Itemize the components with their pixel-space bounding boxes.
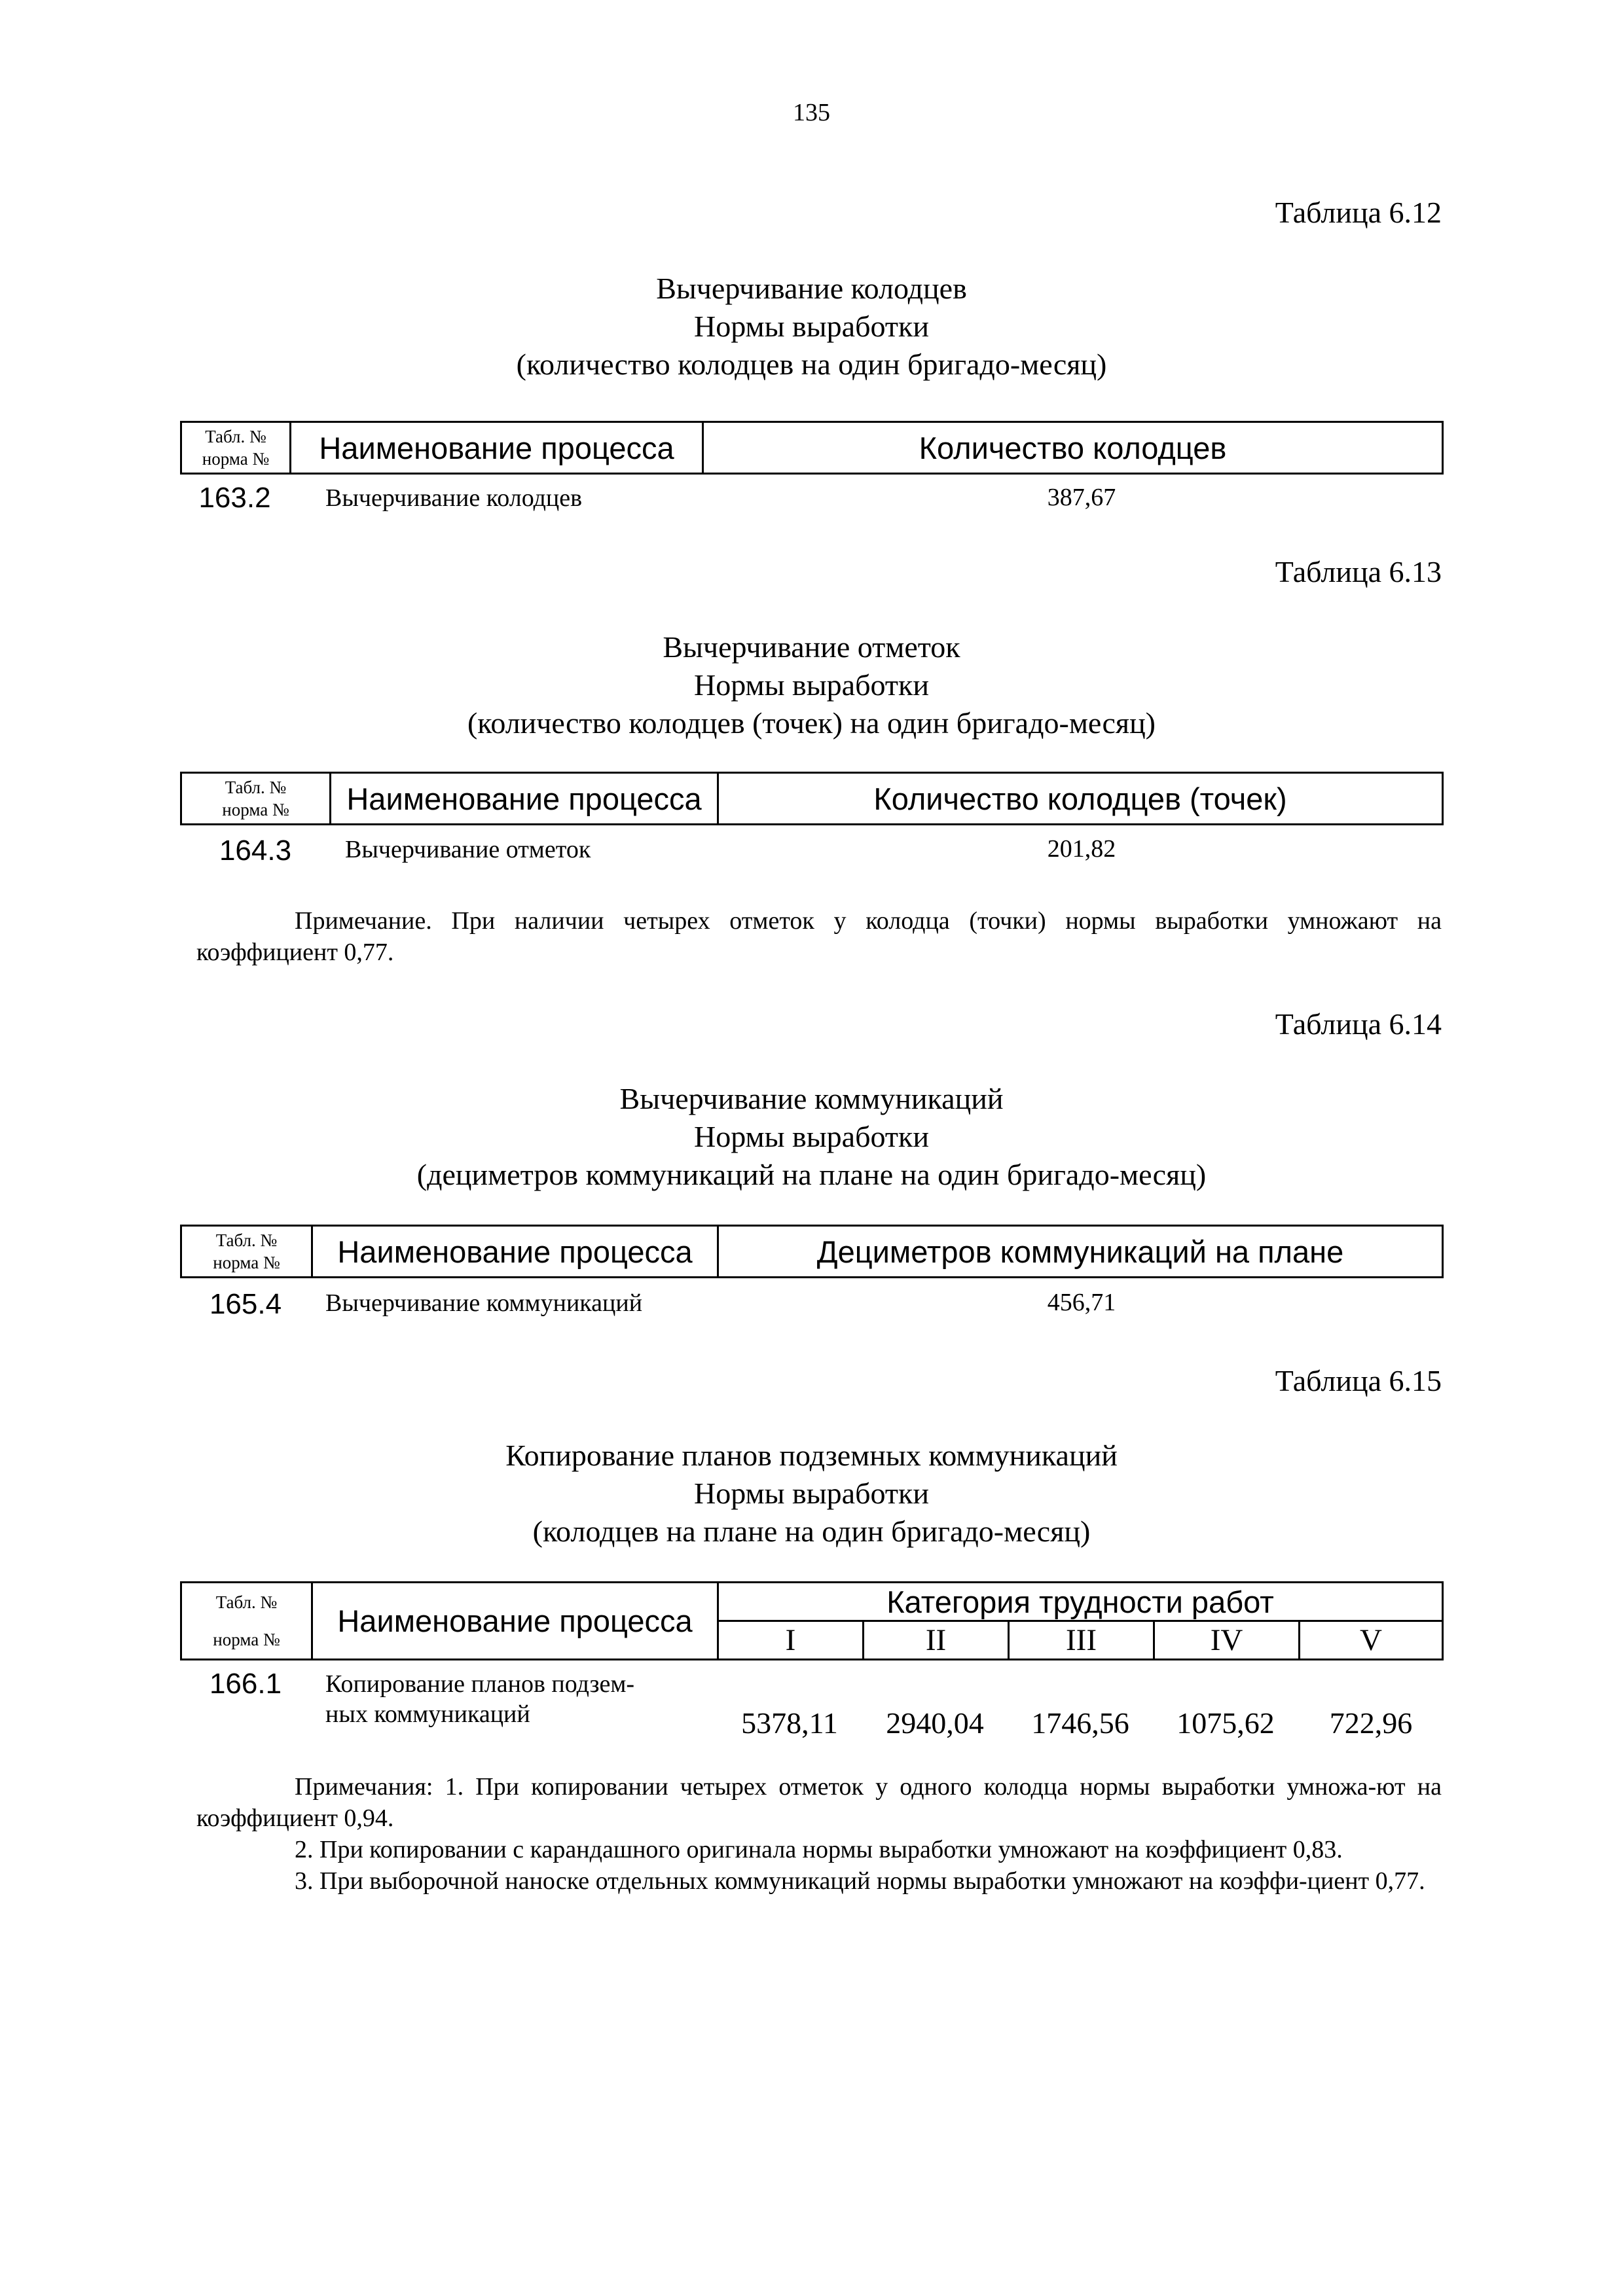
row-name-line1: Копирование планов подзем- [325, 1670, 635, 1698]
table-title: Вычерчивание отметок [663, 630, 960, 664]
table-6-15-value-iii: 1746,56 [1031, 1706, 1129, 1740]
table-subtitle: (количество колодцев на один бригадо-месяц) [516, 348, 1107, 381]
col-tabl-line2: норма № [213, 1253, 280, 1272]
table-6-15-row-no: 166.1 [209, 1668, 282, 1700]
table-6-14-label: Таблица 6.14 [1275, 1007, 1442, 1041]
table-subtitle: (количество колодцев (точек) на один бригадо-месяц) [467, 706, 1156, 740]
table-6-13-titles [0, 628, 1623, 742]
table-6-13-header [180, 772, 1444, 825]
table-norms-title: Нормы выработки [694, 1120, 929, 1153]
col-tabl-header [181, 1226, 312, 1278]
row-name-line2: ных коммуникаций [325, 1700, 530, 1728]
col-tabl-header-line2: норма № [181, 1621, 312, 1660]
category-iv-header: IV [1154, 1621, 1300, 1660]
col-name-header: Наименование процесса [291, 422, 703, 474]
col-value-header: Количество колодцев [703, 422, 1443, 474]
table-6-15-value-i: 5378,11 [741, 1706, 838, 1740]
col-tabl-line1: Табл. № [225, 778, 287, 797]
table-6-12-header [180, 421, 1444, 475]
table-6-14-header [180, 1225, 1444, 1278]
table-subtitle: (колодцев на плане на один бригадо-месяц) [532, 1515, 1091, 1548]
col-tabl-line2: норма № [222, 800, 289, 819]
category-iii-header: III [1009, 1621, 1154, 1660]
col-name-header: Наименование процесса [312, 1226, 718, 1278]
col-name-header: Наименование процесса [312, 1583, 718, 1660]
table-6-13-note [196, 905, 1442, 968]
table-6-15-row-name [325, 1669, 634, 1729]
table-6-13-row-value: 201,82 [1047, 835, 1116, 863]
table-6-15-titles [0, 1437, 1623, 1551]
table-norms-title: Нормы выработки [694, 310, 929, 343]
category-ii-header: II [864, 1621, 1009, 1660]
table-6-12-titles [0, 270, 1623, 384]
table-6-14-titles [0, 1080, 1623, 1194]
note-2: 2. При копировании с карандашного оригинала нормы выработки умножают на коэффициент 0,83. [295, 1836, 1343, 1863]
col-tabl-line2: норма № [202, 449, 270, 469]
table-6-12-row-value: 387,67 [1047, 484, 1116, 511]
note-1: Примечания: 1. При копировании четырех отметок у одного колодца нормы выработки умножа-ют на коэффициент 0,94. [196, 1773, 1442, 1832]
table-norms-title: Нормы выработки [694, 668, 929, 702]
category-v-header: V [1300, 1621, 1443, 1660]
col-tabl-header [181, 422, 291, 474]
table-6-15-value-v: 722,96 [1329, 1706, 1413, 1740]
col-tabl-header-line1: Табл. № [181, 1583, 312, 1621]
note-3: 3. При выборочной наноске отдельных коммуникаций нормы выработки умножают на коэффи-циент 0,77. [295, 1867, 1425, 1895]
note-text: Примечание. При наличии четырех отметок у колодца (точки) нормы выработки умножают на коэффициент 0,77. [196, 907, 1442, 966]
table-6-12-label: Таблица 6.12 [1275, 196, 1442, 229]
table-6-14-row-name: Вычерчивание коммуникаций [325, 1289, 643, 1317]
table-6-12-row-no: 163.2 [198, 482, 271, 514]
table-6-12-row-name: Вычерчивание колодцев [325, 484, 583, 512]
page-number: 135 [793, 99, 830, 126]
table-6-13-row-no: 164.3 [219, 834, 292, 867]
table-6-15-value-iv: 1075,62 [1176, 1706, 1275, 1740]
table-6-15-value-ii: 2940,04 [886, 1706, 984, 1740]
col-name-header: Наименование процесса [331, 773, 718, 825]
col-value-header: Количество колодцев (точек) [718, 773, 1443, 825]
col-tabl-header [181, 773, 331, 825]
col-tabl-line1: Табл. № [215, 1230, 278, 1250]
table-6-14-row-value: 456,71 [1047, 1289, 1116, 1316]
category-i-header: I [718, 1621, 864, 1660]
table-title: Копирование планов подземных коммуникаций [505, 1439, 1118, 1472]
table-6-15-label: Таблица 6.15 [1275, 1364, 1442, 1397]
table-subtitle: (дециметров коммуникаций на плане на один бригадо-месяц) [416, 1158, 1207, 1191]
col-category-header: Категория трудности работ [718, 1583, 1443, 1621]
col-value-header: Дециметров коммуникаций на плане [718, 1226, 1443, 1278]
table-6-13-label: Таблица 6.13 [1275, 555, 1442, 588]
table-6-15-notes [196, 1771, 1442, 1897]
table-6-13-row-name: Вычерчивание отметок [345, 836, 591, 863]
table-6-14-row-no: 165.4 [209, 1288, 282, 1320]
table-6-15-header [180, 1581, 1444, 1660]
table-title: Вычерчивание коммуникаций [619, 1082, 1004, 1115]
table-norms-title: Нормы выработки [694, 1477, 929, 1510]
col-tabl-line1: Табл. № [205, 427, 266, 446]
table-title: Вычерчивание колодцев [656, 272, 967, 305]
